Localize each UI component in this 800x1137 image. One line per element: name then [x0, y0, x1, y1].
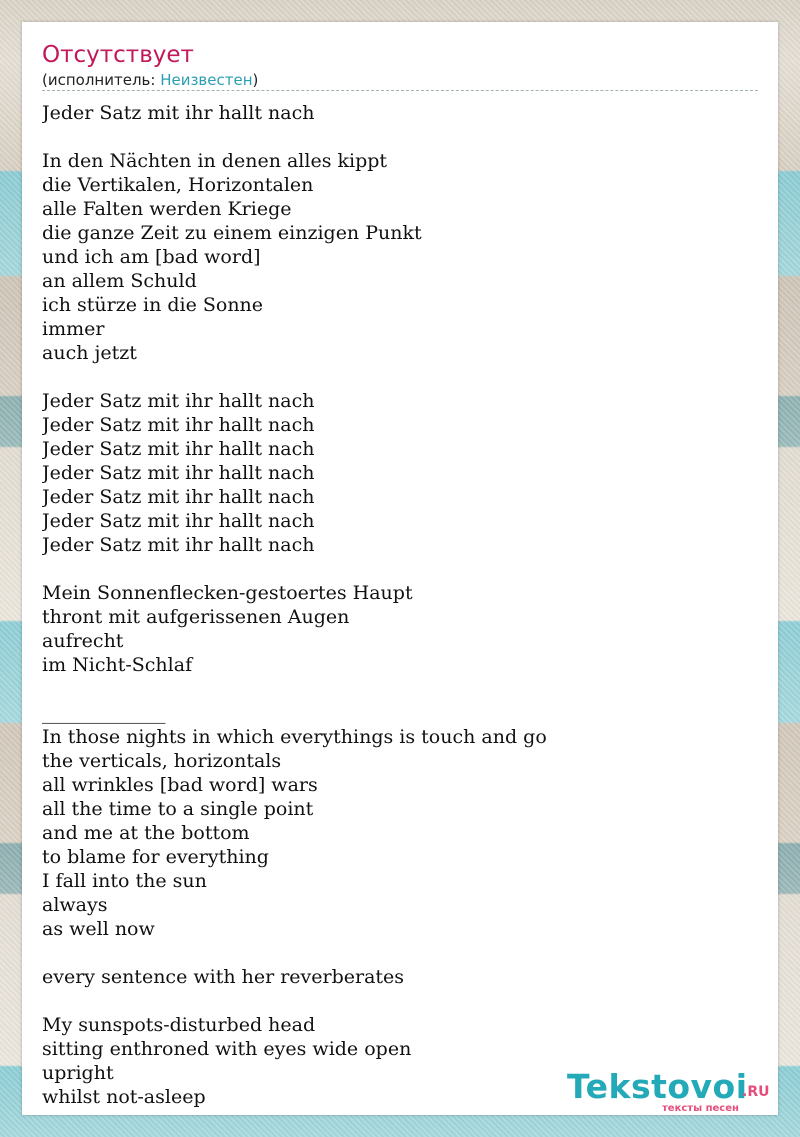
lyric-line: aufrecht	[42, 630, 124, 652]
logo-wordmark: Tekstovoi	[567, 1067, 748, 1106]
artist-suffix: )	[252, 71, 259, 89]
artist-link[interactable]: Неизвестен	[160, 71, 253, 89]
lyric-line: all the time to a single point	[42, 798, 314, 820]
blank-line	[42, 989, 762, 1013]
lyric-line: auch jetzt	[42, 342, 137, 364]
lyric-line: Jeder Satz mit ihr hallt nach	[42, 534, 315, 556]
lyric-line: to blame for everything	[42, 846, 269, 868]
lyric-line: alle Falten werden Kriege	[42, 198, 292, 220]
site-logo[interactable]	[567, 1068, 777, 1118]
blank-line	[42, 941, 762, 965]
logo-tagline: тексты песен	[662, 1103, 739, 1114]
lyric-line: Jeder Satz mit ihr hallt nach	[42, 462, 315, 484]
lyric-line: Jeder Satz mit ihr hallt nach	[42, 510, 315, 532]
lyric-line: whilst not-asleep	[42, 1086, 206, 1108]
lyric-line: sitting enthroned with eyes wide open	[42, 1038, 412, 1060]
lyric-line: In those nights in which everythings is touch and go	[42, 726, 547, 748]
lyric-line: Jeder Satz mit ihr hallt nach	[42, 414, 315, 436]
logo-domain: .RU	[742, 1084, 770, 1100]
lyric-line: as well now	[42, 918, 155, 940]
title-divider	[42, 90, 758, 91]
lyric-line: Mein Sonnenflecken-gestoertes Haupt	[42, 582, 413, 604]
song-title: Отсутствует	[42, 42, 194, 68]
lyric-line: My sunspots-disturbed head	[42, 1014, 316, 1036]
lyric-line: Jeder Satz mit ihr hallt nach	[42, 102, 315, 124]
lyric-line: the verticals, horizontals	[42, 750, 282, 772]
blank-line	[42, 365, 762, 389]
lyric-line: und ich am [bad word]	[42, 246, 261, 268]
lyric-line: always	[42, 894, 108, 916]
lyric-line: Jeder Satz mit ihr hallt nach	[42, 390, 315, 412]
lyric-line: Jeder Satz mit ihr hallt nach	[42, 438, 315, 460]
lyrics-text	[42, 101, 762, 1109]
lyric-line: upright	[42, 1062, 114, 1084]
lyric-line: _____________	[42, 702, 166, 724]
lyric-line: im Nicht-Schlaf	[42, 654, 193, 676]
artist-prefix: (исполнитель:	[42, 71, 161, 89]
lyric-line: die ganze Zeit zu einem einzigen Punkt	[42, 222, 422, 244]
lyric-line: and me at the bottom	[42, 822, 250, 844]
lyric-line: ich stürze in die Sonne	[42, 294, 264, 316]
lyric-line: In den Nächten in denen alles kippt	[42, 150, 388, 172]
lyric-line: thront mit aufgerissenen Augen	[42, 606, 350, 628]
blank-line	[42, 677, 762, 701]
lyric-line: every sentence with her reverberates	[42, 966, 405, 988]
lyric-line: all wrinkles [bad word] wars	[42, 774, 318, 796]
lyric-line: I fall into the sun	[42, 870, 207, 892]
lyrics-sheet	[22, 22, 778, 1115]
lyric-line: an allem Schuld	[42, 270, 197, 292]
lyric-line: immer	[42, 318, 105, 340]
lyric-line: die Vertikalen, Horizontalen	[42, 174, 314, 196]
blank-line	[42, 557, 762, 581]
blank-line	[42, 125, 762, 149]
lyric-line: Jeder Satz mit ihr hallt nach	[42, 486, 315, 508]
artist-line	[42, 71, 258, 89]
